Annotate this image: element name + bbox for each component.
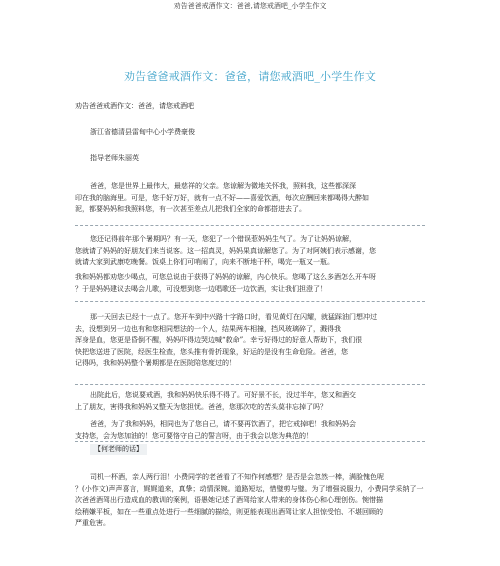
advisor-name: 指导老师朱丽英 — [90, 154, 139, 162]
page-title: 劝告爸爸戒酒作文：爸爸，请您戒酒吧_小学生作文 — [123, 70, 377, 83]
paragraph-4 — [75, 312, 425, 370]
paragraph-line: 您还记得前年那个暑期吗？有一天，您犯了一个错误惹妈妈生气了。为了让妈妈谅解， — [90, 235, 356, 243]
paragraph-line: 您就请了妈妈的好朋友们来当说客。这一招真灵，妈妈果真谅解您了。为了对阿姨们表示感谢，您 — [75, 246, 376, 255]
divider — [75, 441, 425, 442]
comment-line: 绘稍嫌平板，如在一些重点处进行一些细腻的描绘，则更能表现出酒驾让家人担惊受怕、不堪回顾的 — [75, 507, 383, 516]
paragraph-5 — [75, 390, 425, 413]
comment-line: 严重危害。 — [75, 519, 110, 527]
paragraph-line: ？于是妈妈建议去喝会儿歌，可没想到您一边唱歌还一边饮酒，实让我们担澄了！ — [75, 284, 327, 293]
paragraph-line: 去，没想到另一边也有和您相同想法的一个人，结果两车相撞，挡风玻璃碎了，溅得我 — [75, 324, 341, 333]
paragraph-line: 印在我的脑海里。可是，您千好万好，就有一点不好——喜爱饮酒，每次应酬回来都喝得大醉如 — [75, 193, 369, 202]
paragraph-line: 那一天回去已经十一点了。您开车到中兴路十字路口时，看见黄灯在闪耀，就猛踩油门想冲过 — [90, 313, 377, 321]
browser-title: 劝告爸爸戒酒作文：爸爸,请您戒酒吧_小学生作文 — [173, 2, 327, 10]
paragraph-2 — [75, 234, 425, 269]
author-school: 浙江省德清县雷甸中心小学费豪俊 — [90, 128, 195, 136]
comment-line: 次爸爸酒驾出行造成血的教训的案例，语愚她记述了酒驾给家人带来的身体伤心和心理创伤。惋惜描 — [75, 496, 383, 504]
paragraph-line: 我和妈妈都劝您少喝点，可您总说由于获得了妈妈的谅解，内心快乐。您喝了这么多酒怎么开车呀 — [75, 273, 376, 281]
paragraph-line: 上了朋友，害得我和妈妈又整天为您担忧。爸爸，您那次吃的苦头莫非忘掉了吗？ — [75, 402, 327, 411]
paragraph-line: 记得吗，我和妈妈整个暑期都是在医院陪您度过的！ — [75, 359, 236, 367]
teacher-comment — [75, 472, 425, 530]
divider — [75, 384, 425, 385]
divider — [75, 225, 425, 226]
paragraph-line: 爸爸，为了我和妈妈，相同也为了您自己，请不要再饮酒了，把它戒掉吧！我和妈妈会 — [90, 420, 356, 428]
divider — [75, 301, 425, 302]
paragraph-1 — [75, 181, 425, 216]
paragraph-6 — [75, 419, 425, 442]
paragraph-line: 爸爸，您是世界上最伟大，最慈祥的父亲。您谅解为微地关怀我，照料我，这些都深深 — [90, 182, 356, 190]
teacher-comment-heading: 【何老师的话】 — [90, 444, 147, 455]
paragraph-line: 泥，都要妈妈和我照料您，有一次甚至差点儿把我们全家的命都搭进去了。 — [75, 205, 306, 213]
paragraph-line: 支持您，会为您加油的！您可要恪守自己的誓言呀，由于我会以您为典范的！ — [75, 431, 313, 440]
comment-line: ？(小作文)声声喜言，娓娓道来，真挚；动情深婉。道路短坛，惜璧剪与璧。为了增强说服力，小费同学采纳了一 — [75, 484, 424, 493]
comment-line: 司机一杯酒，亲人两行泪！小费同学的老爸看了不知作何感想？是否是会忽然一棒，满脸愧色呢 — [90, 473, 384, 481]
paragraph-line: 出院此后，您说要戒酒，我和妈妈快乐得不得了。可好景不长，没过半年，您又和酒交 — [90, 391, 356, 399]
paragraph-line: 浑身是血，您更是昏倒不醒，妈妈吓得边哭边喊“救命”。幸亏好得过的好意人帮助下，我们很 — [75, 336, 363, 344]
paragraph-line: 就请大家到武康吃晚餐。饭桌上你们可哨闹了，向来不断地干杯，喝完一瓶又一瓶。 — [75, 258, 334, 266]
article-subtitle: 劝告爸爸戒酒作文：爸爸，请您戒酒吧 — [75, 102, 194, 110]
paragraph-line: 快把您送进了医院，经医生检查，您头推有骨折现象，好运的是没有生命危险。爸爸，您 — [75, 347, 348, 356]
paragraph-3 — [75, 272, 425, 295]
